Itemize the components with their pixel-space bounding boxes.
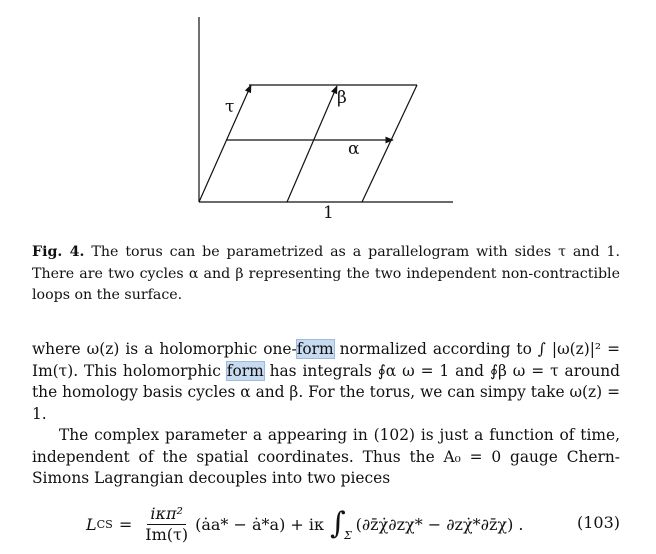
eq-fraction xyxy=(142,504,191,545)
equation-number: (103) xyxy=(576,513,620,532)
equation-103 xyxy=(86,498,620,550)
caption-text: The torus can be parametrized as a parallelogram with sides τ and 1. There are two cycles α and β representing the two independent non-contractible loops on the surface. xyxy=(32,244,620,303)
figure-caption xyxy=(32,242,620,307)
eq-fraction-numerator: iκπ² xyxy=(147,504,186,525)
beta-cycle xyxy=(287,86,337,202)
torus-figure xyxy=(0,0,656,235)
highlighted-word-form-2[interactable]: form xyxy=(226,361,264,380)
eq-fraction-denominator: Im(τ) xyxy=(145,524,189,544)
paragraph-2: The complex parameter a appearing in (102) is just a function of time, independent of the spatial coordinates. Thus the A₀ = 0 gauge Chern-Simons Lagrangian decouples into two pieces xyxy=(32,426,620,487)
eq-lhs-subscript: CS xyxy=(96,517,113,531)
eq-term-2: (∂z̄χ̇∂zχ* − ∂zχ̇*∂z̄χ) . xyxy=(355,514,524,534)
eq-integral-sign: ∫ xyxy=(330,506,346,541)
paragraph-1-part-1: where ω(z) is a holomorphic one- xyxy=(32,340,297,358)
eq-equals: = xyxy=(118,514,133,534)
one-label: 1 xyxy=(323,203,334,223)
eq-lhs: L xyxy=(86,514,97,534)
paragraph-1-part-2: normalized according to ∫ |ω(z)|² = Im(τ). This holomorphic xyxy=(32,340,620,380)
eq-integral xyxy=(330,506,352,542)
paragraph-1-part-3: has integrals ∮α ω = 1 and ∮β ω = τ around the homology basis cycles α and β. For the torus, we can simpy take ω(z) = 1. xyxy=(32,361,621,423)
alpha-label: α xyxy=(348,139,360,159)
beta-label: β xyxy=(337,88,347,108)
eq-integral-domain: Σ xyxy=(344,529,352,542)
right-edge xyxy=(362,85,417,202)
paragraph-1 xyxy=(32,339,620,425)
highlighted-word-form-1[interactable]: form xyxy=(296,340,334,358)
caption-label: Fig. 4. xyxy=(32,244,85,260)
tau-label: τ xyxy=(225,97,235,117)
eq-term-1: (ȧa* − ȧ*a) + iκ xyxy=(195,514,325,534)
